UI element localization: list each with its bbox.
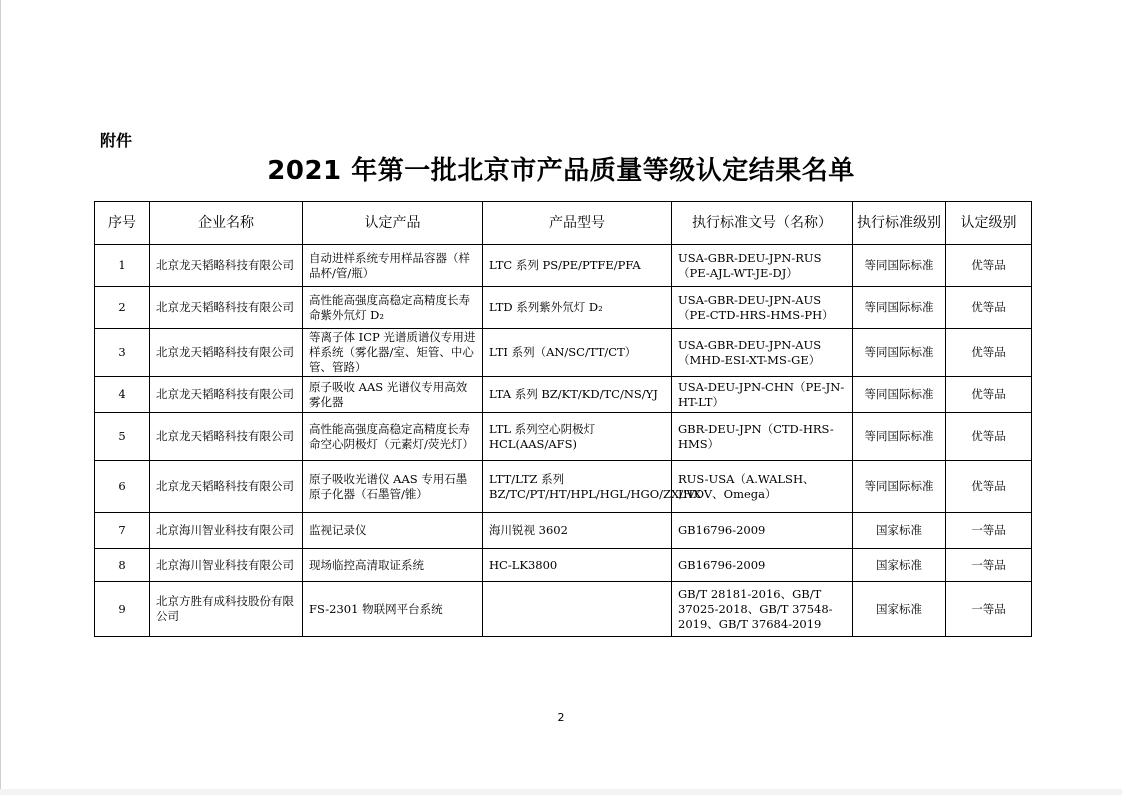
cell-standard-code: GB16796-2009 (672, 513, 853, 549)
table-row (95, 582, 1032, 637)
header-seq: 序号 (95, 202, 150, 245)
attachment-label: 附件 (100, 131, 133, 150)
cell-standard-code: GBR-DEU-JPN（CTD-HRS-HMS） (672, 413, 853, 461)
cell-seq: 5 (95, 413, 150, 461)
cell-seq: 9 (95, 582, 150, 637)
cell-grade: 一等品 (946, 582, 1032, 637)
cell-standard-code: USA-DEU-JPN-CHN（PE-JN-HT-LT） (672, 377, 853, 413)
cell-model: LTA 系列 BZ/KT/KD/TC/NS/YJ (483, 377, 672, 413)
cell-company: 北京龙天韬略科技有限公司 (150, 245, 303, 287)
cell-grade: 优等品 (946, 413, 1032, 461)
cell-product: 原子吸收光谱仪 AAS 专用石墨原子化器（石墨管/锥） (303, 461, 483, 513)
cell-standard-level: 国家标准 (853, 549, 946, 582)
cell-model: LTI 系列（AN/SC/TT/CT） (483, 329, 672, 377)
cell-company: 北京龙天韬略科技有限公司 (150, 377, 303, 413)
cell-model: LTD 系列紫外氘灯 D₂ (483, 287, 672, 329)
cell-standard-level: 等同国际标准 (853, 329, 946, 377)
cell-company: 北京龙天韬略科技有限公司 (150, 413, 303, 461)
cell-company: 北京龙天韬略科技有限公司 (150, 329, 303, 377)
header-model: 产品型号 (483, 202, 672, 245)
cell-standard-code: USA-GBR-DEU-JPN-AUS（MHD-ESI-XT-MS-GE） (672, 329, 853, 377)
cell-standard-code: USA-GBR-DEU-JPN-RUS（PE-AJL-WT-JE-DJ） (672, 245, 853, 287)
cell-seq: 4 (95, 377, 150, 413)
cell-seq: 1 (95, 245, 150, 287)
page-edge-rule (0, 0, 1, 795)
cell-model: 海川锐视 3602 (483, 513, 672, 549)
cell-grade: 优等品 (946, 287, 1032, 329)
cell-standard-code: GB16796-2009 (672, 549, 853, 582)
cell-grade: 优等品 (946, 377, 1032, 413)
cell-standard-level: 等同国际标准 (853, 377, 946, 413)
page-number: 2 (557, 711, 565, 724)
page-bottom-band (0, 789, 1122, 795)
cell-product: 高性能高强度高稳定高精度长寿命紫外氘灯 D₂ (303, 287, 483, 329)
cell-seq: 7 (95, 513, 150, 549)
cell-product: 监视记录仪 (303, 513, 483, 549)
cell-standard-code: RUS-USA（A.WALSH、L’VOV、Omega） (672, 461, 853, 513)
table-row (95, 413, 1032, 461)
table-row (95, 549, 1032, 582)
cell-model: LTC 系列 PS/PE/PTFE/PFA (483, 245, 672, 287)
cell-standard-level: 等同国际标准 (853, 413, 946, 461)
cell-product: 原子吸收 AAS 光谱仪专用高效雾化器 (303, 377, 483, 413)
cell-standard-level: 等同国际标准 (853, 245, 946, 287)
cell-company: 北京海川智业科技有限公司 (150, 513, 303, 549)
cell-model (483, 582, 672, 637)
cell-seq: 3 (95, 329, 150, 377)
cell-standard-level: 等同国际标准 (853, 287, 946, 329)
header-standard-level: 执行标准级别 (853, 202, 946, 245)
cell-company: 北京龙天韬略科技有限公司 (150, 461, 303, 513)
cell-grade: 一等品 (946, 513, 1032, 549)
cell-seq: 6 (95, 461, 150, 513)
cell-standard-level: 国家标准 (853, 582, 946, 637)
cell-standard-code: GB/T 28181-2016、GB/T 37025-2018、GB/T 37548-2019、GB/T 37684-2019 (672, 582, 853, 637)
cell-model: HC-LK3800 (483, 549, 672, 582)
cell-product: 自动进样系统专用样品容器（样品杯/管/瓶） (303, 245, 483, 287)
cell-company: 北京海川智业科技有限公司 (150, 549, 303, 582)
cell-grade: 优等品 (946, 245, 1032, 287)
header-grade: 认定级别 (946, 202, 1032, 245)
page-title: 2021 年第一批北京市产品质量等级认定结果名单 (267, 156, 855, 186)
cell-seq: 8 (95, 549, 150, 582)
table-row (95, 377, 1032, 413)
cell-company: 北京龙天韬略科技有限公司 (150, 287, 303, 329)
cell-company: 北京方胜有成科技股份有限公司 (150, 582, 303, 637)
cell-model: LTT/LTZ 系列 BZ/TC/PT/HT/HPL/HGL/HGO/ZX/HX (483, 461, 672, 513)
table-header-row (95, 202, 1032, 245)
cell-standard-level: 国家标准 (853, 513, 946, 549)
cell-seq: 2 (95, 287, 150, 329)
cell-standard-level: 等同国际标准 (853, 461, 946, 513)
cell-product: 高性能高强度高稳定高精度长寿命空心阴极灯（元素灯/荧光灯） (303, 413, 483, 461)
cell-product: 等离子体 ICP 光谱质谱仪专用进样系统（雾化器/室、矩管、中心管、管路） (303, 329, 483, 377)
cell-grade: 优等品 (946, 461, 1032, 513)
cell-product: FS-2301 物联网平台系统 (303, 582, 483, 637)
cell-grade: 优等品 (946, 329, 1032, 377)
cell-standard-code: USA-GBR-DEU-JPN-AUS（PE-CTD-HRS-HMS-PH） (672, 287, 853, 329)
header-standard-code: 执行标准文号（名称） (672, 202, 853, 245)
table-row (95, 461, 1032, 513)
results-table (94, 201, 1032, 637)
header-company: 企业名称 (150, 202, 303, 245)
cell-model: LTL 系列空心阴极灯 HCL(AAS/AFS) (483, 413, 672, 461)
cell-product: 现场临控高清取证系统 (303, 549, 483, 582)
table-row (95, 245, 1032, 287)
header-product: 认定产品 (303, 202, 483, 245)
table-row (95, 513, 1032, 549)
table-row (95, 329, 1032, 377)
cell-grade: 一等品 (946, 549, 1032, 582)
table-row (95, 287, 1032, 329)
